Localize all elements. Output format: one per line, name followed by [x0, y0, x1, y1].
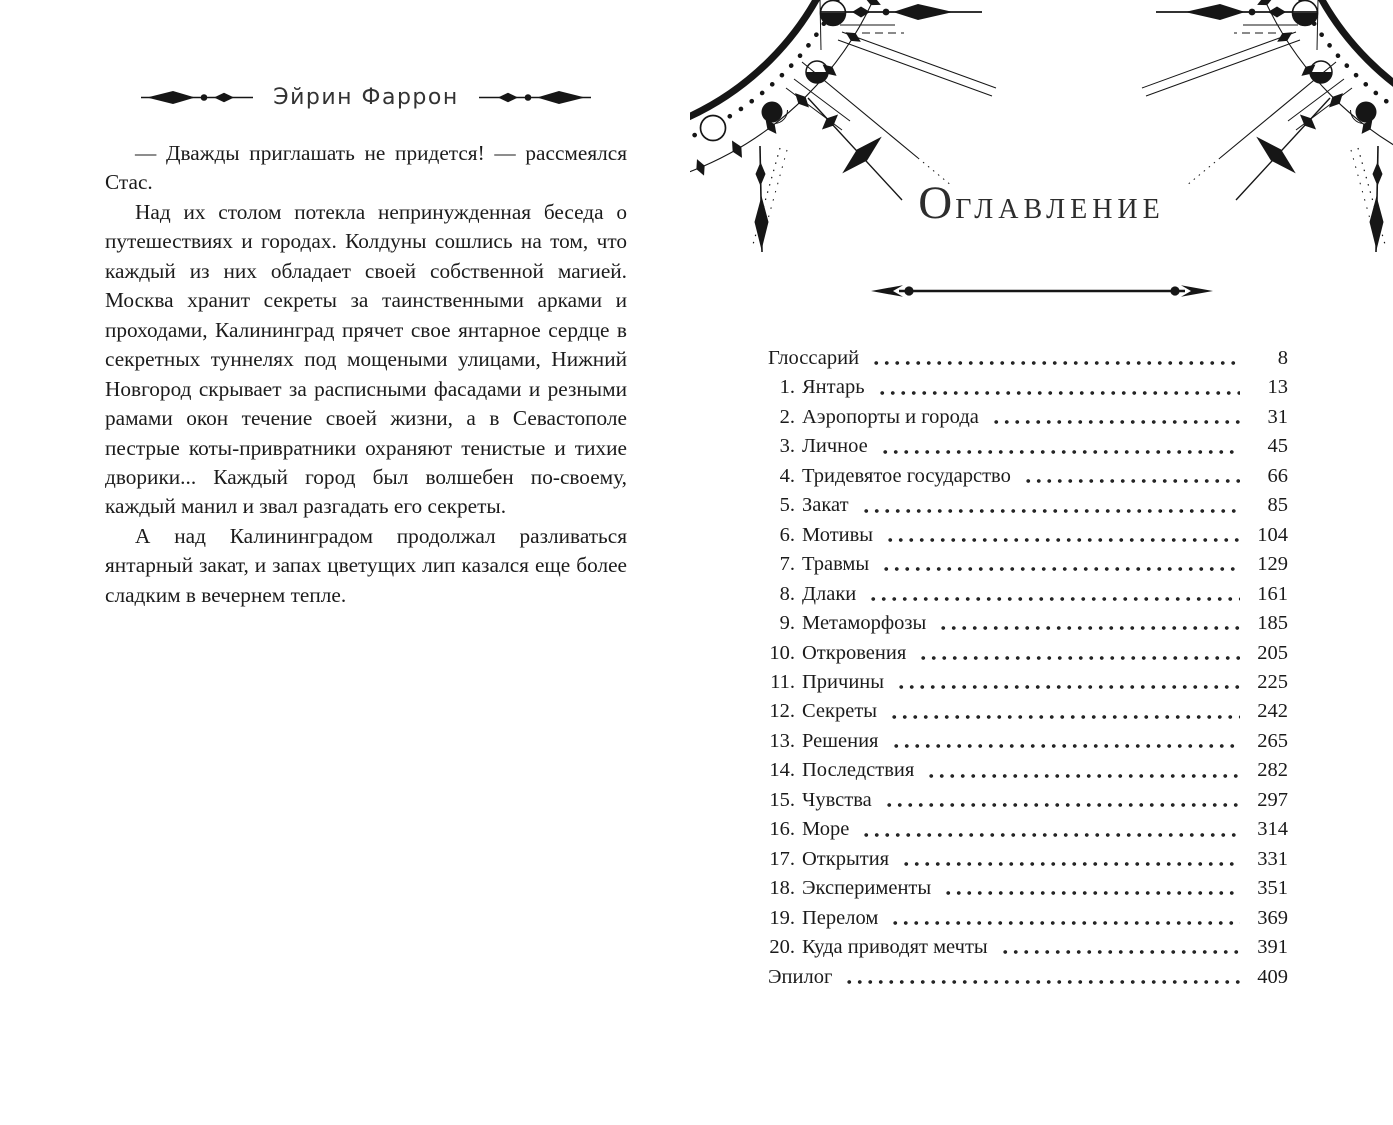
toc-chapter-title: Секреты: [802, 700, 878, 723]
toc-row: [768, 403, 1288, 432]
toc-chapter-title: Чувства: [802, 788, 872, 811]
toc-page-number: 331: [1257, 847, 1288, 870]
toc-chapter-title: Откровения: [802, 641, 907, 664]
toc-dot-leader: [889, 727, 1241, 756]
toc-dot-leader: [924, 756, 1240, 785]
toc-page-number: 225: [1257, 670, 1288, 693]
toc-chapter-number: 6.: [779, 523, 795, 546]
toc-row: [768, 874, 1288, 903]
toc-row: [768, 609, 1288, 638]
toc-row: [768, 963, 1288, 992]
toc-chapter-number: 19.: [769, 906, 795, 929]
toc-dot-leader: [916, 639, 1240, 668]
toc-chapter-number: 8.: [779, 582, 795, 605]
toc-chapter-number: 13.: [769, 729, 795, 752]
toc-chapter-title: Открытия: [802, 847, 890, 870]
toc-dot-leader: [989, 403, 1240, 432]
toc-chapter-title: Море: [802, 818, 850, 841]
toc-page-number: 185: [1257, 612, 1288, 635]
toc-chapter-number: 5.: [779, 494, 795, 517]
toc-chapter-title: Решения: [802, 729, 879, 752]
toc-chapter-number: 17.: [769, 847, 795, 870]
toc-dot-leader: [842, 963, 1240, 992]
toc-row: [768, 373, 1288, 402]
toc-row: [768, 815, 1288, 844]
toc-row: [768, 462, 1288, 491]
toc-row: [768, 550, 1288, 579]
toc-row: [768, 521, 1288, 550]
toc-chapter-title: Длаки: [802, 582, 857, 605]
toc-page-number: 297: [1257, 788, 1288, 811]
toc-chapter-number: 11.: [770, 670, 795, 693]
toc-page-number: 45: [1267, 435, 1288, 458]
toc-chapter-title: Аэропорты и города: [802, 405, 979, 428]
toc-dot-leader: [941, 874, 1240, 903]
toc-page-number: 205: [1257, 641, 1288, 664]
toc-page-number: 242: [1257, 700, 1288, 723]
toc-chapter-title: Метаморфозы: [802, 612, 927, 635]
diamond-arrow-flourish-icon: [479, 89, 591, 106]
toc-page-number: 351: [1257, 877, 1288, 900]
body-paragraph: — Дважды приглашать не придется! — рассмеялся Стас.: [105, 141, 627, 195]
toc-chapter-title: Перелом: [802, 906, 879, 929]
toc-chapter-number: 9.: [779, 612, 795, 635]
toc-dot-leader: [869, 344, 1240, 373]
toc-page-number: 391: [1257, 936, 1288, 959]
toc-chapter-title: Тридевятое государство: [802, 464, 1011, 487]
toc-page-number: 282: [1257, 759, 1288, 782]
toc-row: [768, 904, 1288, 933]
toc-row: [768, 933, 1288, 962]
toc-page-number: 409: [1257, 965, 1288, 988]
toc-chapter-number: 10.: [769, 641, 795, 664]
toc-row: [768, 697, 1288, 726]
toc-chapter-title: Последствия: [802, 759, 915, 782]
toc-chapter-title: Причины: [802, 670, 885, 693]
toc-chapter-title: Эксперименты: [802, 877, 932, 900]
toc-chapter-number: 15.: [769, 788, 795, 811]
toc-dot-leader: [998, 933, 1240, 962]
toc-dot-leader: [1021, 462, 1240, 491]
toc-page-number: 369: [1257, 906, 1288, 929]
toc-dot-leader: [883, 521, 1240, 550]
toc-row: [768, 491, 1288, 520]
toc-chapter-number: 20.: [769, 936, 795, 959]
toc-page-number: 104: [1257, 523, 1288, 546]
toc-row: [768, 344, 1288, 373]
toc-chapter-number: 4.: [779, 464, 795, 487]
toc-row: [768, 786, 1288, 815]
toc-dot-leader: [887, 697, 1240, 726]
toc-list: [768, 344, 1288, 992]
body-text: [105, 139, 627, 610]
toc-dot-leader: [936, 609, 1240, 638]
toc-chapter-title: Травмы: [802, 553, 870, 576]
toc-chapter-title: Янтарь: [802, 376, 865, 399]
toc-row: [768, 639, 1288, 668]
toc-chapter-title: Мотивы: [802, 523, 874, 546]
toc-dot-leader: [882, 786, 1240, 815]
toc-dot-leader: [859, 815, 1240, 844]
toc-dot-leader: [894, 668, 1240, 697]
toc-page-number: 265: [1257, 729, 1288, 752]
toc-page-number: 129: [1257, 553, 1288, 576]
double-ended-arrow-divider-icon: [869, 280, 1215, 302]
toc-page-number: 85: [1267, 494, 1288, 517]
toc-chapter-title: Личное: [802, 435, 868, 458]
toc-dot-leader: [859, 491, 1240, 520]
title-divider: [690, 280, 1393, 302]
body-paragraph: А над Калининградом продолжал разливаться янтарный закат, и запах цветущих лип казался еще более сладким в вечернем тепле.: [105, 523, 627, 607]
toc-chapter-number: 7.: [779, 553, 795, 576]
toc-row: [768, 580, 1288, 609]
diamond-arrow-flourish-icon: [141, 89, 253, 106]
toc-chapter-title: Куда приводят мечты: [802, 936, 988, 959]
author-name: Эйрин Фаррон: [273, 84, 459, 110]
toc-chapter-number: 18.: [769, 877, 795, 900]
toc-page-number: 161: [1257, 582, 1288, 605]
toc-chapter-number: 14.: [769, 759, 795, 782]
toc-chapter-number: 12.: [769, 700, 795, 723]
toc-dot-leader: [899, 845, 1240, 874]
toc-page-number: 314: [1257, 818, 1288, 841]
toc-chapter-title: Глоссарий: [768, 347, 860, 369]
page-title: ОГЛАВЛЕНИЕ: [918, 177, 1165, 229]
toc-row: [768, 845, 1288, 874]
toc-chapter-title: Закат: [802, 494, 849, 517]
toc-row: [768, 756, 1288, 785]
toc-page-number: 31: [1267, 405, 1288, 428]
page-left: [105, 82, 627, 610]
toc-dot-leader: [879, 550, 1240, 579]
toc-dot-leader: [875, 373, 1240, 402]
toc-page-number: 66: [1267, 464, 1288, 487]
toc-page-number: 8: [1277, 347, 1288, 369]
toc-page-number: 13: [1267, 376, 1288, 399]
toc-chapter-title: Эпилог: [768, 965, 833, 988]
page-right: [690, 0, 1393, 1125]
toc-chapter-number: 3.: [779, 435, 795, 458]
toc-row: [768, 727, 1288, 756]
toc-row: [768, 432, 1288, 461]
body-paragraph: Над их столом потекла непринужденная беседа о путешествиях и городах. Колдуны сошлись на том, что каждый из них обладает своей собственной магией. Москва хранит секреты за таинственными арками и проходами, Калининград прячет свое янтарное сердце в секретных туннелях под мощеными улицами, Нижний Новгород скрывает за расписными фасадами и резными рамами окон течение своей жизни, а в Севастополе пестрые коты-привратники охраняют тенистые и тихие дворики... Каждый город был волшебен по-своему, каждый манил и звал разгадать его секреты.: [105, 199, 627, 519]
toc-chapter-number: 2.: [779, 405, 795, 428]
toc-dot-leader: [866, 580, 1240, 609]
toc-chapter-number: 16.: [769, 818, 795, 841]
toc-dot-leader: [878, 432, 1240, 461]
author-running-head: [105, 82, 627, 112]
toc-dot-leader: [888, 904, 1240, 933]
toc-row: [768, 668, 1288, 697]
toc-chapter-number: 1.: [779, 376, 795, 399]
